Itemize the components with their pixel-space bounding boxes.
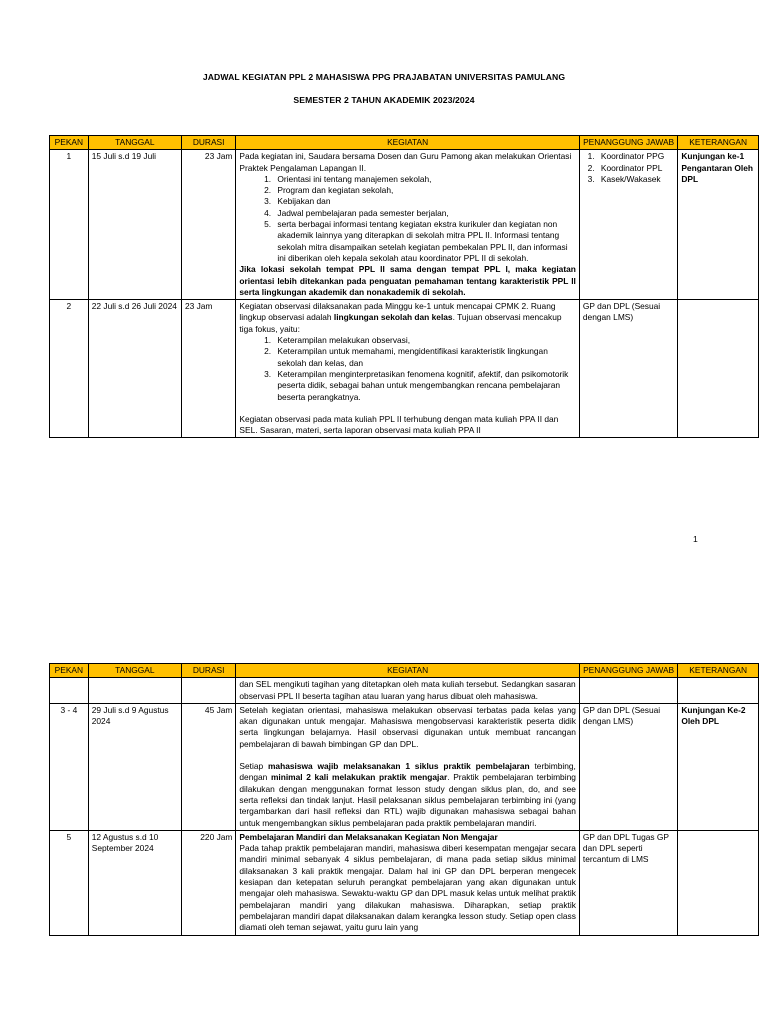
cell-durasi: 23 Jam xyxy=(181,300,235,438)
list-item: 2. Koordinator PPL xyxy=(597,163,674,174)
cell-kegiatan xyxy=(236,300,580,438)
cell-kegiatan: dan SEL mengikuti tagihan yang ditetapkan oleh mata kuliah tersebut. Sedangkan sasaran observasi PPL II beserta tagihan atau luaran yang harus dibuat oleh mahasiswa. xyxy=(236,678,580,704)
cell-pekan: 3 - 4 xyxy=(50,703,89,830)
header-penanggung-jawab: PENANGGUNG JAWAB xyxy=(579,136,677,150)
cell-kegiatan xyxy=(236,703,580,830)
table-row xyxy=(50,830,759,935)
para-text: . Praktik pembelajaran terbimbing dilakukan dengan menggunakan format lesson study dengan siklus plan, do, and see serta refleksi dan tindak lanjut. Hasil pelaksanan siklus pembelajaran terbimbing ini (yang tergambarkan dari hasil refleksi dan RTL) wajib digunakan mahasiswa sebagai bahan untuk mengembangkan siklus pembelajaran pada praktik pembelajaran mandiri. xyxy=(239,772,576,828)
cell-tanggal xyxy=(88,678,181,704)
kegiatan-note: Jika lokasi sekolah tempat PPL II sama dengan tempat PPL I, maka kegiatan orientasi lebih ditekankan pada penguatan pemahaman tentang karakteristik PPL II serta lingkungan akademik dan nonakademik di sekolah. xyxy=(239,264,576,297)
cell-durasi xyxy=(181,678,235,704)
para-bold-text: mahasiswa wajib melaksanakan 1 siklus praktik pembelajaran xyxy=(267,761,530,772)
list-item: 1. Keterampilan melakukan observasi, xyxy=(273,335,576,346)
kegiatan-intro: Pada kegiatan ini, Saudara bersama Dosen dan Guru Pamong akan melakukan Orientasi Praktek Pengalaman Lapangan II. xyxy=(239,151,572,173)
page-number: 1 xyxy=(693,534,698,544)
cell-keterangan xyxy=(678,300,759,438)
header-tanggal: TANGGAL xyxy=(88,136,181,150)
schedule-table-page-2 xyxy=(49,663,759,936)
header-pekan: PEKAN xyxy=(50,664,89,678)
schedule-table-page-1 xyxy=(49,135,759,438)
header-durasi: DURASI xyxy=(181,136,235,150)
cell-pekan: 1 xyxy=(50,150,89,300)
document-subtitle: SEMESTER 2 TAHUN AKADEMIK 2023/2024 xyxy=(293,95,475,105)
cell-tanggal: 29 Juli s.d 9 Agustus 2024 xyxy=(88,703,181,830)
header-pekan: PEKAN xyxy=(50,136,89,150)
cell-penanggung-jawab xyxy=(579,678,677,704)
intro-bold-text: lingkungan sekolah dan kelas xyxy=(333,312,453,323)
header-keterangan: KETERANGAN xyxy=(678,664,759,678)
kegiatan-heading: Pembelajaran Mandiri dan Melaksanakan Kegiatan Non Mengajar xyxy=(239,831,498,842)
cell-kegiatan xyxy=(236,830,580,935)
kegiatan-paragraph: Kegiatan observasi pada mata kuliah PPL II terhubung dengan mata kuliah PPA II dan SEL. Sasaran, materi, serta laporan observasi mata kuliah PPA II xyxy=(239,413,559,436)
intro-text: Kegiatan observasi dilaksanakan pada Minggu ke-1 untuk mencapai CPMK 2. Ruang lingkup observasi adalah xyxy=(239,301,556,323)
table-header-row xyxy=(50,136,759,150)
cell-pekan xyxy=(50,678,89,704)
header-penanggung-jawab: PENANGGUNG JAWAB xyxy=(579,664,677,678)
cell-penanggung-jawab: GP dan DPL (Sesuai dengan LMS) xyxy=(579,300,677,438)
list-item: 1. Koordinator PPG xyxy=(597,151,674,162)
cell-pekan: 5 xyxy=(50,830,89,935)
header-keterangan: KETERANGAN xyxy=(678,136,759,150)
header-kegiatan: KEGIATAN xyxy=(236,664,580,678)
cell-keterangan: Kunjungan ke-1 Pengantaran Oleh DPL xyxy=(678,150,759,300)
cell-pekan: 2 xyxy=(50,300,89,438)
header-kegiatan: KEGIATAN xyxy=(236,136,580,150)
para-bold-text: minimal 2 kali melakukan praktik mengajar xyxy=(270,772,448,783)
table-row xyxy=(50,300,759,438)
document-title: JADWAL KEGIATAN PPL 2 MAHASISWA PPG PRAJABATAN UNIVERSITAS PAMULANG xyxy=(202,72,566,82)
table-row xyxy=(50,703,759,830)
list-item: 2. Program dan kegiatan sekolah, xyxy=(273,185,576,196)
list-item: 3. Keterampilan menginterpretasikan fenomena kognitif, afektif, dan psikomotorik peserta didik, sebagai bahan untuk mengembangkan rencana pembelajaran beserta perangkatnya. xyxy=(273,369,576,403)
kegiatan-paragraph xyxy=(239,761,576,829)
cell-durasi: 45 Jam xyxy=(181,703,235,830)
table-row xyxy=(50,678,759,704)
list-item: 4. Jadwal pembelajaran pada semester berjalan, xyxy=(273,208,576,219)
cell-penanggung-jawab: GP dan DPL Tugas GP dan DPL seperti tercantum di LMS xyxy=(579,830,677,935)
pj-list xyxy=(583,151,674,185)
para-text: terbimbing, dengan xyxy=(239,761,576,783)
cell-keterangan xyxy=(678,830,759,935)
kegiatan-list xyxy=(239,335,576,403)
list-item: 3. Kasek/Wakasek xyxy=(597,174,674,185)
cell-keterangan: Kunjungan Ke-2 Oleh DPL xyxy=(678,703,759,830)
cell-tanggal: 15 Juli s.d 19 Juli xyxy=(88,150,181,300)
para-text: Setiap xyxy=(239,761,268,772)
list-item: 1. Orientasi ini tentang manajemen sekolah, xyxy=(273,174,576,185)
table-row xyxy=(50,150,759,300)
kegiatan-paragraph: Setelah kegiatan orientasi, mahasiswa melakukan observasi terbatas pada kelas yang akan digunakan untuk mengajar. Mahasiswa mengobservasi karakteristik peserta didik serta lingkungan belajarnya. Hasil observasi digunakan untuk membuat rancangan pembelajaran di bawah bimbingan GP dan DPL. xyxy=(239,704,576,749)
header-tanggal: TANGGAL xyxy=(88,664,181,678)
list-item: 3. Kebijakan dan xyxy=(273,196,576,207)
cell-tanggal: 12 Agustus s.d 10 September 2024 xyxy=(88,830,181,935)
kegiatan-paragraph: Pada tahap praktik pembelajaran mandiri, mahasiswa diberi kesempatan mengajar secara mandiri minimal sebanyak 4 siklus pembelajaran, di mana pada setiap siklus minimal dilaksanakan 3 kali praktik mengajar. Dalam hal ini GP dan DPL berperan mengecek kesiapan dan ketepatan seluruh perangkat pembelajaran yang akan digunakan untuk mengajar oleh mahasiswa. Sewaktu-waktu GP dan DPL masuk kelas untuk melihat praktik pembelajaran mandiri yang dilakukan mahasiswa. Diharapkan, setiap praktik pembelajaran mandiri dapat dilaksanakan dalam kerangka lesson study. Setiap open class diamati oleh teman sejawat, yaitu guru lain yang xyxy=(239,843,576,933)
kegiatan-intro xyxy=(239,301,576,335)
list-item: 5. serta berbagai informasi tentang kegiatan ekstra kurikuler dan kegiatan non akademik lainnya yang diterapkan di sekolah mitra PPL II. Informasi tentang sekolah mitra disampaikan setelah kegiatan pembekalan PPL II, dan informasi ini diberikan oleh kepala sekolah atau koordinator PPL II di sekolah. xyxy=(273,219,576,264)
cell-penanggung-jawab: GP dan DPL (Sesuai dengan LMS) xyxy=(579,703,677,830)
cell-durasi: 220 Jam xyxy=(181,830,235,935)
list-item: 2. Keterampilan untuk memahami, mengidentifikasi karakteristik lingkungan sekolah dan kelas, dan xyxy=(273,346,576,369)
kegiatan-list xyxy=(239,174,576,264)
cell-durasi: 23 Jam xyxy=(181,150,235,300)
cell-penanggung-jawab xyxy=(579,150,677,300)
cell-keterangan xyxy=(678,678,759,704)
header-durasi: DURASI xyxy=(181,664,235,678)
intro-text: . Tujuan observasi mencakup tiga fokus, yaitu: xyxy=(239,312,562,334)
cell-kegiatan xyxy=(236,150,580,300)
table-header-row xyxy=(50,664,759,678)
cell-tanggal: 22 Juli s.d 26 Juli 2024 xyxy=(88,300,181,438)
